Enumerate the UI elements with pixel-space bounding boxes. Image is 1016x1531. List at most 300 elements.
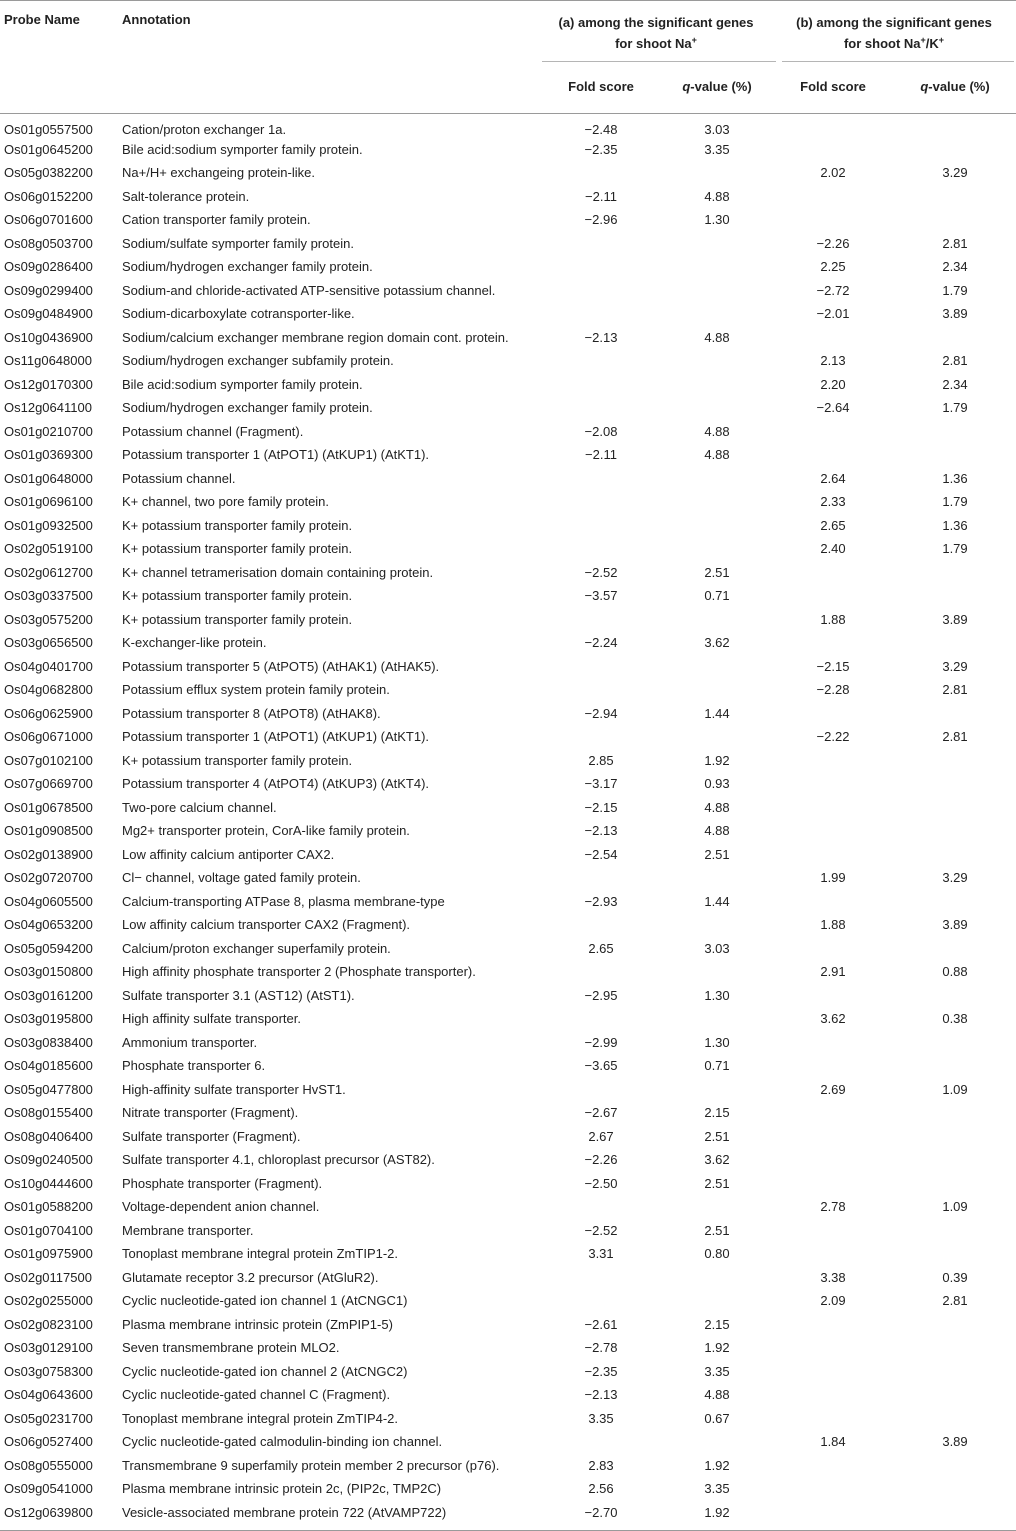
a-fold-score-cell	[540, 913, 662, 937]
a-q-value-cell: 4.88	[704, 447, 730, 463]
b-fold-score-cell	[772, 443, 894, 467]
b-fold-score-cell	[772, 984, 894, 1008]
annotation-cell: K+ potassium transporter family protein.	[122, 517, 353, 533]
table-row	[0, 1242, 1016, 1266]
a-fold-score-cell: −2.13	[584, 1387, 618, 1403]
table-row	[0, 396, 1016, 420]
b-fold-score-cell	[772, 1242, 894, 1266]
table-row	[0, 208, 1016, 232]
table-row	[0, 1031, 1016, 1055]
annotation-cell: Low affinity calcium antiporter CAX2.	[122, 846, 335, 862]
b-fold-score-cell	[772, 1148, 894, 1172]
b-fold-score-cell	[772, 843, 894, 867]
a-q-value-cell: 1.92	[704, 752, 730, 768]
table-row	[0, 725, 1016, 749]
probe-name-cell: Os03g0575200	[4, 611, 93, 627]
annotation-cell: Sodium/hydrogen exchanger family protein.	[122, 259, 373, 275]
a-q-value-cell: 3.03	[704, 940, 730, 956]
annotation-cell: Potassium transporter 8 (AtPOT8) (AtHAK8).	[122, 705, 381, 721]
a-fold-score-cell: −2.13	[584, 329, 618, 345]
a-fold-score-cell: −2.48	[584, 122, 618, 138]
b-fold-score-cell: −2.64	[816, 400, 850, 416]
a-q-value-cell	[662, 913, 772, 937]
b-q-value-cell	[894, 584, 1016, 608]
a-q-value-cell	[662, 232, 772, 256]
b-q-value-cell	[894, 420, 1016, 444]
b-fold-score-cell: 2.33	[820, 494, 846, 510]
a-q-value-cell: 3.35	[704, 1363, 730, 1379]
a-fold-score-cell: −2.61	[584, 1316, 618, 1332]
a-fold-score-cell: −2.50	[584, 1175, 618, 1191]
b-q-value-cell	[894, 1360, 1016, 1384]
a-fold-score-cell: 2.67	[588, 1128, 614, 1144]
a-q-value-cell: 1.92	[704, 1340, 730, 1356]
b-fold-score-cell	[772, 1172, 894, 1196]
a-fold-score-cell: −3.65	[584, 1058, 618, 1074]
group-a-divider	[542, 61, 776, 62]
annotation-cell: Potassium transporter 1 (AtPOT1) (AtKUP1) (AtKT1).	[122, 447, 430, 463]
probe-name-cell: Os05g0382200	[4, 165, 93, 181]
a-fold-score-cell: −2.11	[585, 188, 617, 204]
b-q-value-cell	[894, 138, 1016, 162]
a-fold-score-cell: −2.93	[584, 893, 618, 909]
a-fold-score-cell	[540, 1266, 662, 1290]
annotation-cell: Plasma membrane intrinsic protein 2c, (PIP2c, TMP2C)	[122, 1481, 442, 1497]
header-b-q-rest: -value (%)	[928, 79, 990, 94]
a-q-value-cell: 1.30	[704, 1034, 730, 1050]
b-q-value-cell: 3.89	[942, 1434, 968, 1450]
a-fold-score-cell	[540, 608, 662, 632]
table-row	[0, 302, 1016, 326]
annotation-cell: K+ potassium transporter family protein.	[122, 541, 353, 557]
a-q-value-cell	[662, 1289, 772, 1313]
header-b-q-value	[894, 70, 1016, 114]
b-fold-score-cell	[772, 1101, 894, 1125]
annotation-cell: Two-pore calcium channel.	[122, 799, 277, 815]
probe-name-cell: Os01g0588200	[4, 1199, 93, 1215]
b-fold-score-cell	[772, 1313, 894, 1337]
a-fold-score-cell: −2.24	[584, 635, 618, 651]
a-fold-score-cell	[540, 302, 662, 326]
table-row	[0, 890, 1016, 914]
a-q-value-cell	[662, 161, 772, 185]
table-row	[0, 984, 1016, 1008]
a-fold-score-cell	[540, 537, 662, 561]
table-row	[0, 1219, 1016, 1243]
probe-name-cell: Os06g0625900	[4, 705, 93, 721]
b-q-value-cell	[894, 1336, 1016, 1360]
header-row-1	[0, 1, 1016, 71]
b-fold-score-cell	[772, 185, 894, 209]
b-q-value-cell	[894, 796, 1016, 820]
annotation-cell: Mg2+ transporter protein, CorA-like family protein.	[122, 823, 410, 839]
header-group-b-line2: for shoot Na	[843, 36, 921, 51]
probe-name-cell: Os01g0678500	[4, 799, 93, 815]
b-q-value-cell	[894, 1148, 1016, 1172]
probe-name-cell: Os07g0102100	[4, 752, 93, 768]
header-group-b-sup2: +	[938, 35, 945, 45]
a-q-value-cell: 4.88	[704, 1387, 730, 1403]
probe-name-cell: Os08g0503700	[4, 235, 93, 251]
probe-name-cell: Os09g0286400	[4, 259, 93, 275]
annotation-cell: Cyclic nucleotide-gated ion channel 1 (AtCNGC1)	[122, 1293, 408, 1309]
a-q-value-cell: 2.51	[704, 1128, 730, 1144]
annotation-cell: Cation/proton exchanger 1a.	[122, 122, 287, 138]
annotation-cell: Glutamate receptor 3.2 precursor (AtGluR2).	[122, 1269, 379, 1285]
b-q-value-cell	[894, 185, 1016, 209]
b-fold-score-cell: 2.09	[820, 1293, 846, 1309]
table-row	[0, 772, 1016, 796]
b-q-value-cell	[894, 749, 1016, 773]
probe-name-cell: Os12g0639800	[0, 1501, 118, 1531]
a-fold-score-cell	[540, 960, 662, 984]
annotation-cell: Potassium transporter 5 (AtPOT5) (AtHAK1) (AtHAK5).	[122, 658, 440, 674]
b-q-value-cell	[894, 1313, 1016, 1337]
probe-name-cell: Os04g0605500	[4, 893, 93, 909]
annotation-cell: Seven transmembrane protein MLO2.	[122, 1340, 340, 1356]
b-fold-score-cell	[772, 326, 894, 350]
header-group-a	[540, 1, 772, 71]
a-q-value-cell	[662, 866, 772, 890]
b-q-value-cell	[894, 937, 1016, 961]
annotation-cell: Na+/H+ exchangeing protein-like.	[122, 165, 315, 181]
b-fold-score-cell: 2.69	[820, 1081, 846, 1097]
a-fold-score-cell: 3.31	[588, 1246, 614, 1262]
annotation-cell: Potassium channel (Fragment).	[122, 423, 304, 439]
annotation-cell: K+ channel tetramerisation domain containing protein.	[122, 564, 434, 580]
b-fold-score-cell	[772, 1054, 894, 1078]
a-fold-score-cell: −2.54	[584, 846, 618, 862]
a-fold-score-cell	[540, 678, 662, 702]
table-row	[0, 1454, 1016, 1478]
a-q-value-cell: 2.51	[704, 1175, 730, 1191]
table-row	[0, 349, 1016, 373]
b-q-value-cell: 1.09	[942, 1081, 968, 1097]
probe-name-cell: Os07g0669700	[4, 776, 93, 792]
header-a-q-italic: q	[682, 79, 691, 94]
table-row	[0, 1289, 1016, 1313]
a-fold-score-cell	[540, 655, 662, 679]
b-q-value-cell: 0.38	[942, 1011, 968, 1027]
header-group-b-mid: /K	[925, 36, 939, 51]
b-q-value-cell: 1.79	[942, 541, 968, 557]
probe-name-cell: Os03g0150800	[4, 964, 93, 980]
a-fold-score-cell: 2.56	[588, 1481, 614, 1497]
b-q-value-cell: 1.79	[942, 494, 968, 510]
header-group-b-line1: (b) among the significant genes	[796, 15, 992, 30]
b-q-value-cell: 0.88	[942, 964, 968, 980]
table-row	[0, 796, 1016, 820]
table-row	[0, 232, 1016, 256]
a-fold-score-cell	[540, 1195, 662, 1219]
probe-name-cell: Os03g0838400	[4, 1034, 93, 1050]
annotation-cell: Transmembrane 9 superfamily protein member 2 precursor (p76).	[122, 1457, 500, 1473]
a-q-value-cell	[662, 725, 772, 749]
b-q-value-cell	[894, 1407, 1016, 1431]
b-q-value-cell	[894, 443, 1016, 467]
table-row	[0, 819, 1016, 843]
annotation-cell: Sulfate transporter 4.1, chloroplast precursor (AST82).	[122, 1152, 435, 1168]
b-q-value-cell	[894, 1383, 1016, 1407]
annotation-cell: K+ potassium transporter family protein.	[122, 752, 353, 768]
table-row	[0, 1336, 1016, 1360]
probe-name-cell: Os08g0406400	[4, 1128, 93, 1144]
a-q-value-cell	[662, 1078, 772, 1102]
table-row	[0, 443, 1016, 467]
a-fold-score-cell: 2.83	[588, 1457, 614, 1473]
b-q-value-cell	[894, 326, 1016, 350]
probe-name-cell: Os01g0704100	[4, 1222, 93, 1238]
a-fold-score-cell	[540, 1430, 662, 1454]
b-q-value-cell	[894, 819, 1016, 843]
a-q-value-cell	[662, 373, 772, 397]
b-fold-score-cell	[772, 1383, 894, 1407]
a-fold-score-cell	[540, 373, 662, 397]
header-row-2	[0, 70, 1016, 114]
probe-name-cell: Os02g0117500	[4, 1269, 92, 1285]
annotation-cell: Calcium-transporting ATPase 8, plasma membrane-type	[122, 893, 445, 909]
header-empty-1	[0, 70, 118, 114]
table-row	[0, 1172, 1016, 1196]
a-fold-score-cell: −2.52	[584, 1222, 618, 1238]
probe-name-cell: Os06g0671000	[4, 729, 93, 745]
a-q-value-cell	[662, 960, 772, 984]
table-row	[0, 1195, 1016, 1219]
a-q-value-cell: 1.30	[704, 212, 730, 228]
table-row	[0, 631, 1016, 655]
annotation-cell: Sodium/sulfate symporter family protein.	[122, 235, 354, 251]
table-row	[0, 1477, 1016, 1501]
table-row	[0, 1407, 1016, 1431]
b-fold-score-cell	[772, 937, 894, 961]
probe-name-cell: Os08g0155400	[4, 1105, 93, 1121]
b-q-value-cell	[894, 1242, 1016, 1266]
a-fold-score-cell: 3.35	[588, 1410, 614, 1426]
annotation-cell: Vesicle-associated membrane protein 722 (AtVAMP722)	[118, 1501, 540, 1531]
b-fold-score-cell	[772, 1501, 894, 1531]
b-fold-score-cell: 2.78	[820, 1199, 846, 1215]
b-q-value-cell: 0.39	[942, 1269, 968, 1285]
probe-name-cell: Os06g0152200	[4, 188, 93, 204]
probe-name-cell: Os01g0369300	[4, 447, 93, 463]
header-a-fold-score: Fold score	[540, 70, 662, 114]
annotation-cell: Sulfate transporter 3.1 (AST12) (AtST1).	[122, 987, 355, 1003]
annotation-cell: Ammonium transporter.	[122, 1034, 258, 1050]
probe-name-cell: Os10g0436900	[4, 329, 93, 345]
b-fold-score-cell: −2.15	[816, 658, 850, 674]
a-fold-score-cell: −2.94	[584, 705, 618, 721]
b-fold-score-cell: 1.99	[820, 870, 846, 886]
a-fold-score-cell	[540, 1007, 662, 1031]
b-fold-score-cell: 2.20	[820, 376, 846, 392]
a-q-value-cell: 3.35	[704, 1481, 730, 1497]
table-row	[0, 1054, 1016, 1078]
b-q-value-cell	[894, 1454, 1016, 1478]
table-row	[0, 161, 1016, 185]
a-q-value-cell	[662, 279, 772, 303]
b-fold-score-cell: −2.01	[816, 306, 850, 322]
a-q-value-cell: 2.51	[704, 846, 730, 862]
a-fold-score-cell	[540, 866, 662, 890]
a-q-value-cell	[662, 467, 772, 491]
annotation-cell: Sodium-and chloride-activated ATP-sensitive potassium channel.	[122, 282, 496, 298]
a-q-value-cell	[662, 349, 772, 373]
table-row	[0, 1007, 1016, 1031]
b-fold-score-cell	[772, 772, 894, 796]
b-fold-score-cell	[772, 1360, 894, 1384]
b-fold-score-cell	[772, 631, 894, 655]
a-fold-score-cell: −2.70	[540, 1501, 662, 1531]
table-row	[0, 678, 1016, 702]
b-fold-score-cell	[772, 114, 894, 138]
a-fold-score-cell: −2.67	[584, 1105, 618, 1121]
b-q-value-cell	[894, 561, 1016, 585]
probe-name-cell: Os12g0641100	[4, 400, 92, 416]
a-q-value-cell	[662, 537, 772, 561]
b-fold-score-cell	[772, 1407, 894, 1431]
b-fold-score-cell	[772, 819, 894, 843]
probe-name-cell: Os02g0823100	[4, 1316, 93, 1332]
a-fold-score-cell: −2.26	[584, 1152, 618, 1168]
probe-name-cell: Os04g0643600	[4, 1387, 93, 1403]
probe-name-cell: Os01g0557500	[4, 122, 93, 138]
a-q-value-cell: 0.71	[704, 588, 730, 604]
group-b-divider	[782, 61, 1014, 62]
header-group-a-line1: (a) among the significant genes	[558, 15, 754, 30]
a-fold-score-cell: −2.52	[584, 564, 618, 580]
b-q-value-cell	[894, 843, 1016, 867]
annotation-cell: Salt-tolerance protein.	[122, 188, 250, 204]
a-q-value-cell: 2.15	[704, 1316, 730, 1332]
b-fold-score-cell	[772, 1125, 894, 1149]
b-q-value-cell: 3.89	[942, 611, 968, 627]
probe-name-cell: Os02g0138900	[4, 846, 93, 862]
b-fold-score-cell: 2.25	[820, 259, 846, 275]
a-q-value-cell	[662, 608, 772, 632]
probe-name-cell: Os03g0758300	[4, 1363, 93, 1379]
table-row	[0, 1266, 1016, 1290]
a-q-value-cell: 0.80	[704, 1246, 730, 1262]
b-fold-score-cell	[772, 1477, 894, 1501]
a-fold-score-cell	[540, 725, 662, 749]
a-q-value-cell: 4.88	[704, 799, 730, 815]
b-fold-score-cell	[772, 1031, 894, 1055]
b-fold-score-cell: 3.38	[820, 1269, 846, 1285]
probe-name-cell: Os03g0195800	[4, 1011, 93, 1027]
annotation-cell: Potassium channel.	[122, 470, 236, 486]
header-a-q-rest: -value (%)	[690, 79, 752, 94]
a-q-value-cell: 3.03	[704, 122, 730, 138]
probe-name-cell: Os05g0477800	[4, 1081, 93, 1097]
b-fold-score-cell	[772, 1219, 894, 1243]
probe-name-cell: Os01g0975900	[4, 1246, 93, 1262]
b-fold-score-cell	[772, 749, 894, 773]
a-fold-score-cell: −2.35	[584, 1363, 618, 1379]
annotation-cell: Tonoplast membrane integral protein ZmTIP4-2.	[122, 1410, 399, 1426]
probe-name-cell: Os01g0908500	[4, 823, 93, 839]
probe-name-cell: Os09g0484900	[4, 306, 93, 322]
a-q-value-cell	[662, 1266, 772, 1290]
table-header	[0, 1, 1016, 114]
a-fold-score-cell: −2.99	[584, 1034, 618, 1050]
annotation-cell: Bile acid:sodium symporter family protein.	[122, 376, 363, 392]
table-row	[0, 584, 1016, 608]
table-body	[0, 114, 1016, 1531]
table-row	[0, 279, 1016, 303]
table-row	[0, 608, 1016, 632]
header-group-b	[772, 1, 1016, 71]
a-fold-score-cell	[540, 490, 662, 514]
b-q-value-cell	[894, 702, 1016, 726]
probe-name-cell: Os04g0401700	[4, 658, 93, 674]
annotation-cell: K-exchanger-like protein.	[122, 635, 267, 651]
b-fold-score-cell	[772, 584, 894, 608]
annotation-cell: High-affinity sulfate transporter HvST1.	[122, 1081, 346, 1097]
annotation-cell: Cl− channel, voltage gated family protein.	[122, 870, 361, 886]
a-q-value-cell: 1.92	[704, 1457, 730, 1473]
annotation-cell: Phosphate transporter (Fragment).	[122, 1175, 323, 1191]
b-q-value-cell: 2.81	[942, 682, 968, 698]
table-row	[0, 1125, 1016, 1149]
table-row	[0, 866, 1016, 890]
probe-name-cell: Os01g0932500	[4, 517, 93, 533]
a-q-value-cell: 4.88	[704, 823, 730, 839]
b-q-value-cell: 2.81	[942, 1293, 968, 1309]
b-q-value-cell	[894, 1219, 1016, 1243]
a-fold-score-cell	[540, 232, 662, 256]
annotation-cell: Voltage-dependent anion channel.	[122, 1199, 320, 1215]
a-q-value-cell: 4.88	[704, 423, 730, 439]
probe-name-cell: Os03g0129100	[4, 1340, 93, 1356]
a-q-value-cell	[662, 255, 772, 279]
probe-name-cell: Os02g0519100	[4, 541, 93, 557]
table-row	[0, 702, 1016, 726]
a-q-value-cell	[662, 490, 772, 514]
b-q-value-cell	[894, 890, 1016, 914]
annotation-cell: K+ potassium transporter family protein.	[122, 611, 353, 627]
annotation-cell: Bile acid:sodium symporter family protein.	[122, 141, 363, 157]
annotation-cell: Potassium efflux system protein family protein.	[122, 682, 390, 698]
b-fold-score-cell: −2.72	[816, 282, 850, 298]
header-probe-name: Probe Name	[0, 1, 118, 71]
header-a-q-value	[662, 70, 772, 114]
b-fold-score-cell	[772, 420, 894, 444]
probe-name-cell: Os03g0656500	[4, 635, 93, 651]
header-group-a-line2: for shoot Na	[615, 36, 692, 51]
a-fold-score-cell	[540, 396, 662, 420]
header-b-q-italic: q	[920, 79, 929, 94]
a-q-value-cell: 0.93	[704, 776, 730, 792]
a-q-value-cell: 0.71	[704, 1058, 730, 1074]
b-q-value-cell	[894, 1172, 1016, 1196]
annotation-cell: Membrane transporter.	[122, 1222, 254, 1238]
header-group-a-sup: +	[691, 35, 697, 45]
a-fold-score-cell: −2.78	[584, 1340, 618, 1356]
b-q-value-cell: 2.34	[942, 259, 968, 275]
table-row	[0, 1383, 1016, 1407]
a-q-value-cell: 1.44	[704, 705, 730, 721]
b-fold-score-cell: 2.65	[820, 517, 846, 533]
table-row	[0, 255, 1016, 279]
annotation-cell: K+ channel, two pore family protein.	[122, 494, 330, 510]
a-q-value-cell: 3.62	[704, 635, 730, 651]
b-q-value-cell	[894, 1501, 1016, 1531]
table-row	[0, 1078, 1016, 1102]
annotation-cell: Plasma membrane intrinsic protein (ZmPIP1-5)	[122, 1316, 393, 1332]
a-q-value-cell: 0.67	[704, 1410, 730, 1426]
a-q-value-cell	[662, 1195, 772, 1219]
b-q-value-cell: 3.89	[942, 306, 968, 322]
